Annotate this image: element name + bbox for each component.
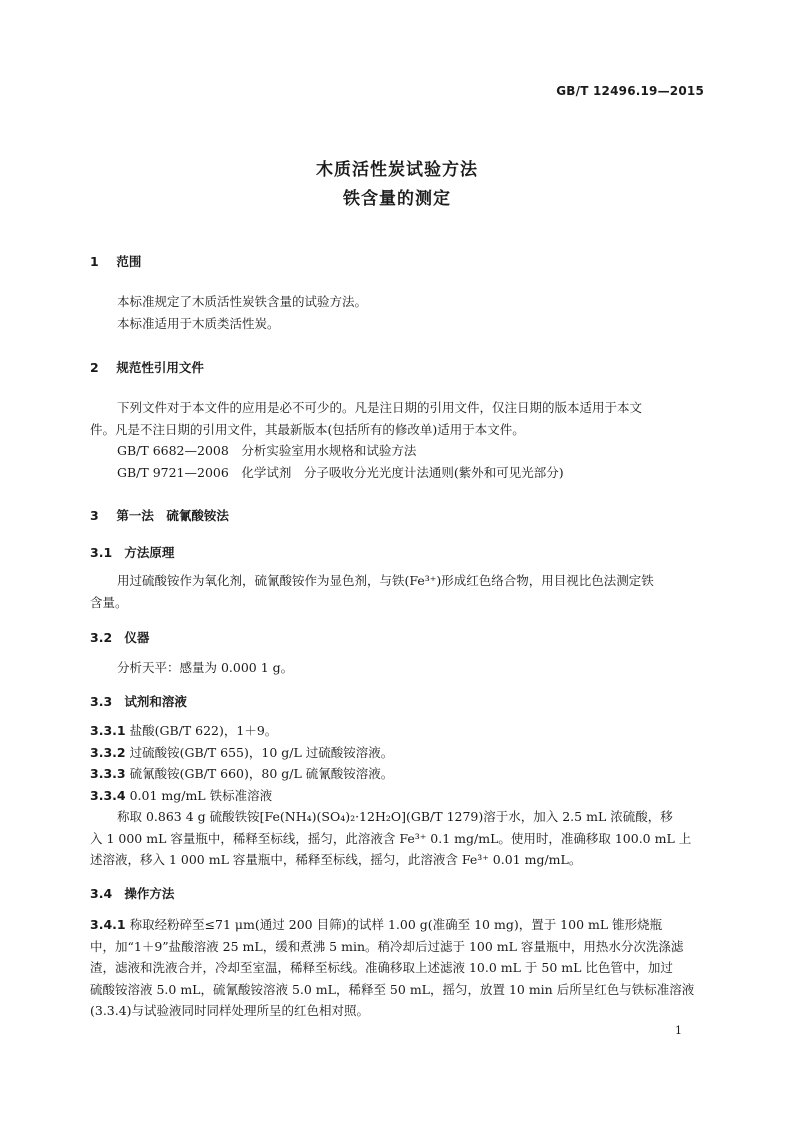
section-3-3-heading [90,692,187,710]
section-title: 第一法 硫氰酸铵法 [116,508,229,523]
paragraph-line: 述溶液，移入 1 000 mL 容量瓶中，稀释至标线，摇匀，此溶液含 Fe³⁺ 0.01 mg/mL。 [90,852,582,867]
section-3-1-heading [90,543,174,561]
item-number: 3.3.3 [90,766,126,781]
paragraph-line: 下列文件对于本文件的应用是必不可少的。凡是注日期的引用文件，仅注日期的版本适用于本文 [117,400,643,415]
item-number: 3.3.4 [90,787,126,803]
item-text: 硫氰酸铵(GB/T 660)，80 g/L 硫氰酸铵溶液。 [129,766,394,781]
section-number: 3 [90,508,99,523]
paragraph-line: 含量。 [90,594,128,610]
page-number: 1 [675,1024,682,1037]
item-text: 0.01 mg/mL 铁标准溶液 [129,787,273,803]
paragraph-line: 渣，滤液和洗液合并，冷却至室温，稀释至标线。准确移取上述滤液 10.0 mL 于 50 mL 比色管中，加过 [90,960,673,975]
section-title: 操作方法 [124,886,175,901]
paragraph-line: 用过硫酸铵作为氧化剂，硫氰酸铵作为显色剂，与铁(Fe³⁺)形成红色络合物，用目视比色法测定铁 [117,573,654,588]
section-title: 仪器 [124,630,150,645]
paragraph-line: 中，加“1＋9”盐酸溶液 25 mL，缓和煮沸 5 min。稍冷却后过滤于 100 mL 容量瓶中，用热水分次洗涤滤 [90,938,684,954]
item-text: 过硫酸铵(GB/T 655)，10 g/L 过硫酸铵溶液。 [129,744,394,760]
section-number: 2 [90,360,99,375]
section-3-heading [90,506,229,524]
list-item [90,720,704,742]
section-title: 试剂和溶液 [124,694,187,709]
paragraph-line: 入 1 000 mL 容量瓶中，稀释至标线，摇匀，此溶液含 Fe³⁺ 0.1 mg/mL。使用时，准确移取 100.0 mL 上 [90,830,692,846]
paragraph-line: 硫酸铵溶液 5.0 mL，硫氰酸铵溶液 5.0 mL，稀释至 50 mL，摇匀，放置 10 min 后所呈红色与铁标准溶液 [90,981,695,997]
section-number: 3.4 [90,886,113,901]
item-text: 称取经粉碎至≤71 μm(通过 200 目筛)的试样 1.00 g(准确至 10 mg)，置于 100 mL 锥形烧瓶 [129,917,663,932]
paragraph-line: 分析天平：感量为 0.000 1 g。 [117,660,294,675]
list-item [90,742,704,764]
section-title: 方法原理 [124,545,175,560]
paragraph-line: 件。凡是不注日期的引用文件，其最新版本(包括所有的修改单)适用于本文件。 [90,421,525,437]
item-number: 3.3.2 [90,744,126,760]
section-title: 范围 [116,254,142,269]
list-item [90,785,704,807]
section-3-2-body [117,657,704,679]
section-3-2-heading [90,628,149,646]
section-number: 3.1 [90,545,113,560]
section-1-body [117,291,704,334]
reference-item: GB/T 9721—2006 化学试剂 分子吸收分光光度计法通则(紫外和可见光部分) [117,464,564,480]
paragraph-line: 本标准适用于木质类活性炭。 [117,315,280,331]
standard-code: GB/T 12496.19—2015 [556,84,704,98]
item-number: 3.3.1 [90,723,126,738]
section-3-3-items [90,720,704,871]
section-title: 规范性引用文件 [116,360,204,375]
section-number: 3.2 [90,630,113,645]
section-2-body [90,397,704,483]
section-3-4-heading [90,884,174,902]
item-number: 3.4.1 [90,917,126,932]
list-item [90,763,704,785]
list-item [90,914,704,936]
section-2-heading [90,358,204,376]
document-subtitle: 铁含量的测定 [343,189,451,209]
reference-item: GB/T 6682—2008 分析实验室用水规格和试验方法 [117,443,417,458]
section-number: 3.3 [90,694,113,709]
paragraph-line: 称取 0.863 4 g 硫酸铁铵[Fe(NH₄)(SO₄)₂·12H₂O](GB/T 1279)溶于水，加入 2.5 mL 浓硫酸，移 [117,809,673,824]
document-title: 木质活性炭试验方法 [316,160,478,180]
paragraph-line: 本标准规定了木质活性炭铁含量的试验方法。 [117,294,368,309]
section-number: 1 [90,254,99,269]
paragraph-line: (3.3.4)与试验液同时同样处理所呈的红色相对照。 [90,1003,370,1018]
item-text: 盐酸(GB/T 622)，1＋9。 [129,723,278,738]
section-3-1-body [90,570,704,613]
section-3-4-body [90,914,704,1022]
section-1-heading [90,252,141,270]
